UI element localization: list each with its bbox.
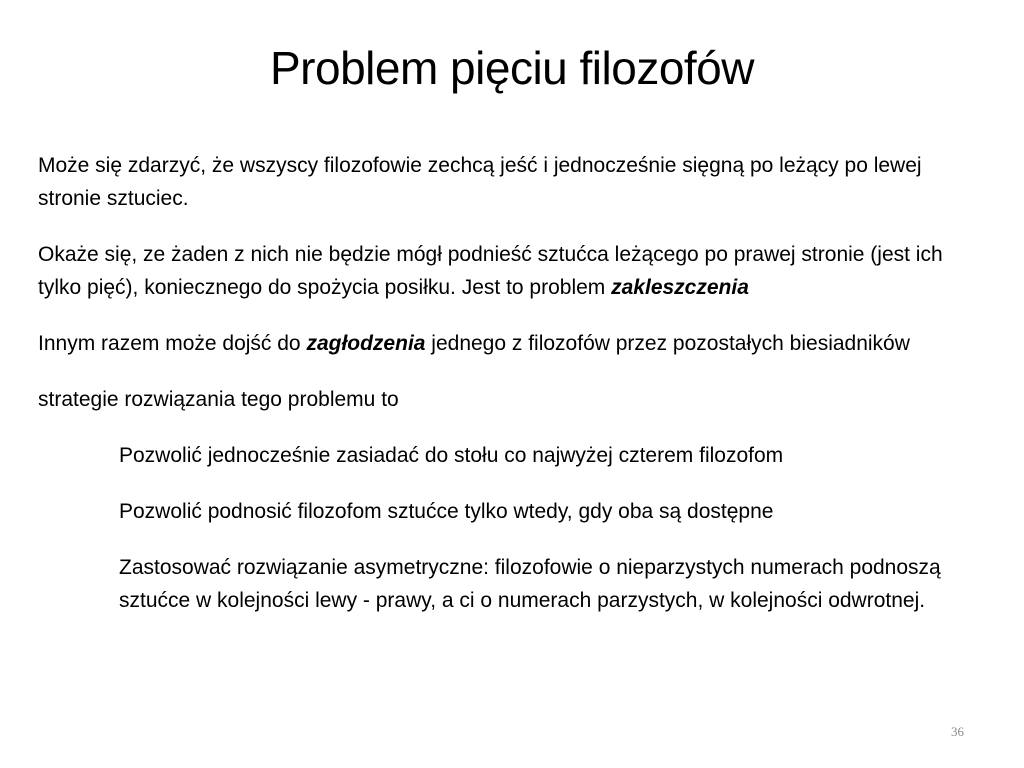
paragraph-deadlock-intro: Może się zdarzyć, że wszyscy filozofowie zechcą jeść i jednocześnie sięgną po leżący po lewej stronie sztuciec.	[38, 154, 922, 210]
strategy-item: Pozwolić jednocześnie zasiadać do stołu co najwyżej czterem filozofom	[119, 444, 784, 467]
paragraph-strategies-intro: strategie rozwiązania tego problemu to	[38, 388, 399, 411]
strategy-item: Zastosować rozwiązanie asymetryczne: filozofowie o nieparzystych numerach podnoszą sztućce w kolejności lewy - prawy, a ci o numerach parzystych, w kolejności odwrotnej.	[119, 556, 941, 612]
paragraph-starvation-before: Innym razem może dojść do	[38, 332, 307, 355]
slide-body	[38, 149, 978, 640]
slide-title: Problem pięciu filozofów	[269, 42, 754, 94]
paragraph-starvation-after: jednego z filozofów przez pozostałych biesiadników	[425, 332, 910, 355]
keyword-starvation: zagłodzenia	[306, 332, 426, 355]
keyword-deadlock: zakleszczenia	[611, 276, 749, 299]
strategy-item: Pozwolić podnosić filozofom sztućce tylko wtedy, gdy oba są dostępne	[119, 500, 774, 523]
paragraph-deadlock	[38, 238, 978, 304]
paragraph-deadlock-text: Okaże się, ze żaden z nich nie będzie mógł podnieść sztućca leżącego po prawej stronie (jest ich tylko pięć), koniecznego do spożycia posiłku. Jest to problem	[38, 243, 943, 299]
paragraph-starvation	[38, 327, 978, 360]
page-number: 36	[951, 724, 964, 739]
